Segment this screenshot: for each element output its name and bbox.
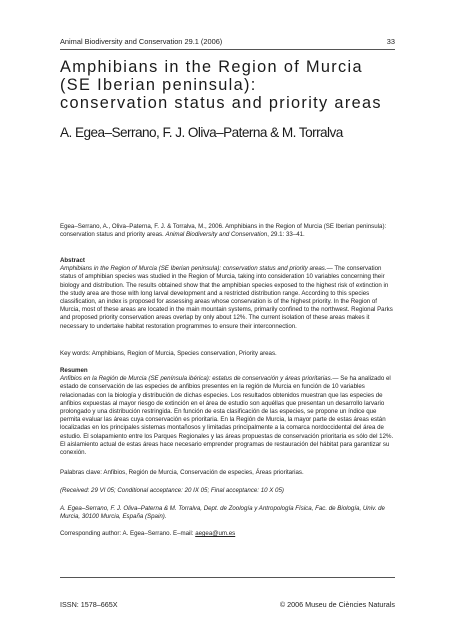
article-title bbox=[60, 58, 400, 112]
copyright: © 2006 Museu de Ciències Naturals bbox=[279, 600, 395, 609]
citation-journal: Animal Biodiversity and Conservation bbox=[165, 231, 268, 239]
authors: A. Egea–Serrano, F. J. Oliva–Paterna & M. Torralva bbox=[60, 125, 343, 140]
affiliation: A. Egea–Serrano, F. J. Oliva–Paterna & M. Torralva, Dept. de Zoología y Antropología Física, Fac. de Biología, Univ. de Murcia, 30100 Murcia, España (Spain). bbox=[60, 505, 385, 521]
title-line: (SE Iberian peninsula): bbox=[60, 76, 257, 94]
citation bbox=[60, 223, 396, 239]
dates: (Received: 29 VI 05; Conditional acceptance: 20 IX 05; Final acceptance: 10 X 05) bbox=[60, 487, 284, 494]
abstract-body: — The conservation status of amphibian species was studied in the Region of Murcia, taking into consideration 10 variables concerning their biology and distribution. The results obtained show that the amphibian species exposed to the highest risk of extinction in the study area are those with long larval development and a restricted distribution range. According to this species classification, an index is proposed for assessing areas whose conservation is of the highest priority. In the Region of Murcia, most of these areas are located in the main mountain systems, primarily confined to the northwest. Regional Parks and proposed priority conservation areas overlap by only about 12%. The current isolation of these areas makes it necessary to undertake habitat restoration programmes to ensure their interconnection. bbox=[60, 265, 393, 330]
journal-header: Animal Biodiversity and Conservation 29.1 (2006) bbox=[60, 37, 223, 46]
resumen-body: — Se ha analizado el estado de conservación de las especies de anfibios presentes en la región de Murcia en función de 10 variables relacionadas con la biología y distribución de dichas especies. Los resultados obtenidos muestran que las especies de anfibios expuestas al mayor riesgo de extinción en el área de estudio son aquéllas que presentan un desarrollo larvario prolongado y una distribución restringida. En función de esta clasificación de las especies, se propone un índice que permita evaluar las áreas cuya conservación es prioritaria. En la Región de Murcia, la mayor parte de estas áreas están localizadas en los principales sistemas montañosos y limitadas principalmente a la comarca nordoccidental del área de estudio. El solapamiento entre los Parques Regionales y las áreas propuestas de conservación prioritaria es sólo del 12%. El aislamiento actual de estas áreas hace necesario emprender programas de restauración del hábitat para garantizar su conexión. bbox=[60, 375, 394, 457]
page-number: 33 bbox=[386, 37, 395, 46]
corresponding-author bbox=[60, 530, 396, 538]
resumen-heading: Resumen bbox=[60, 367, 88, 374]
footer-rule bbox=[60, 577, 395, 578]
header-rule bbox=[60, 49, 395, 50]
title-line: conservation status and priority areas bbox=[60, 94, 382, 112]
citation-text: Egea–Serrano, A., Oliva–Paterna, F. J. & Torralva, M., 2006. Amphibians in the Region of Murcia (SE Iberian peninsula): conservation status and priority areas. bbox=[60, 223, 387, 239]
contact-label: Corresponding author: A. Egea–Serrano. E–mail: bbox=[60, 530, 196, 537]
abstract bbox=[60, 257, 396, 331]
title-line: Amphibians in the Region of Murcia bbox=[60, 58, 363, 76]
abstract-heading: Abstract bbox=[60, 257, 85, 264]
keywords-spanish: Palabras clave: Anfibios, Región de Murcia, Conservación de especies, Áreas prioritarias. bbox=[60, 469, 304, 476]
keywords-english: Key words: Amphibians, Region of Murcia, Species conservation, Priority areas. bbox=[60, 350, 277, 357]
issn: ISSN: 1578–665X bbox=[60, 600, 118, 609]
citation-tail: , 29.1: 33–41. bbox=[267, 231, 305, 239]
email-link[interactable]: aegea@um.es bbox=[195, 530, 236, 537]
abstract-title: Amphibians in the Region of Murcia (SE Iberian peninsula): conservation status and priority areas. bbox=[60, 265, 327, 273]
resumen-title: Anfibios en la Región de Murcia (SE península ibérica): estatus de conservación y áreas prioritarias. bbox=[60, 375, 333, 383]
resumen bbox=[60, 367, 396, 457]
